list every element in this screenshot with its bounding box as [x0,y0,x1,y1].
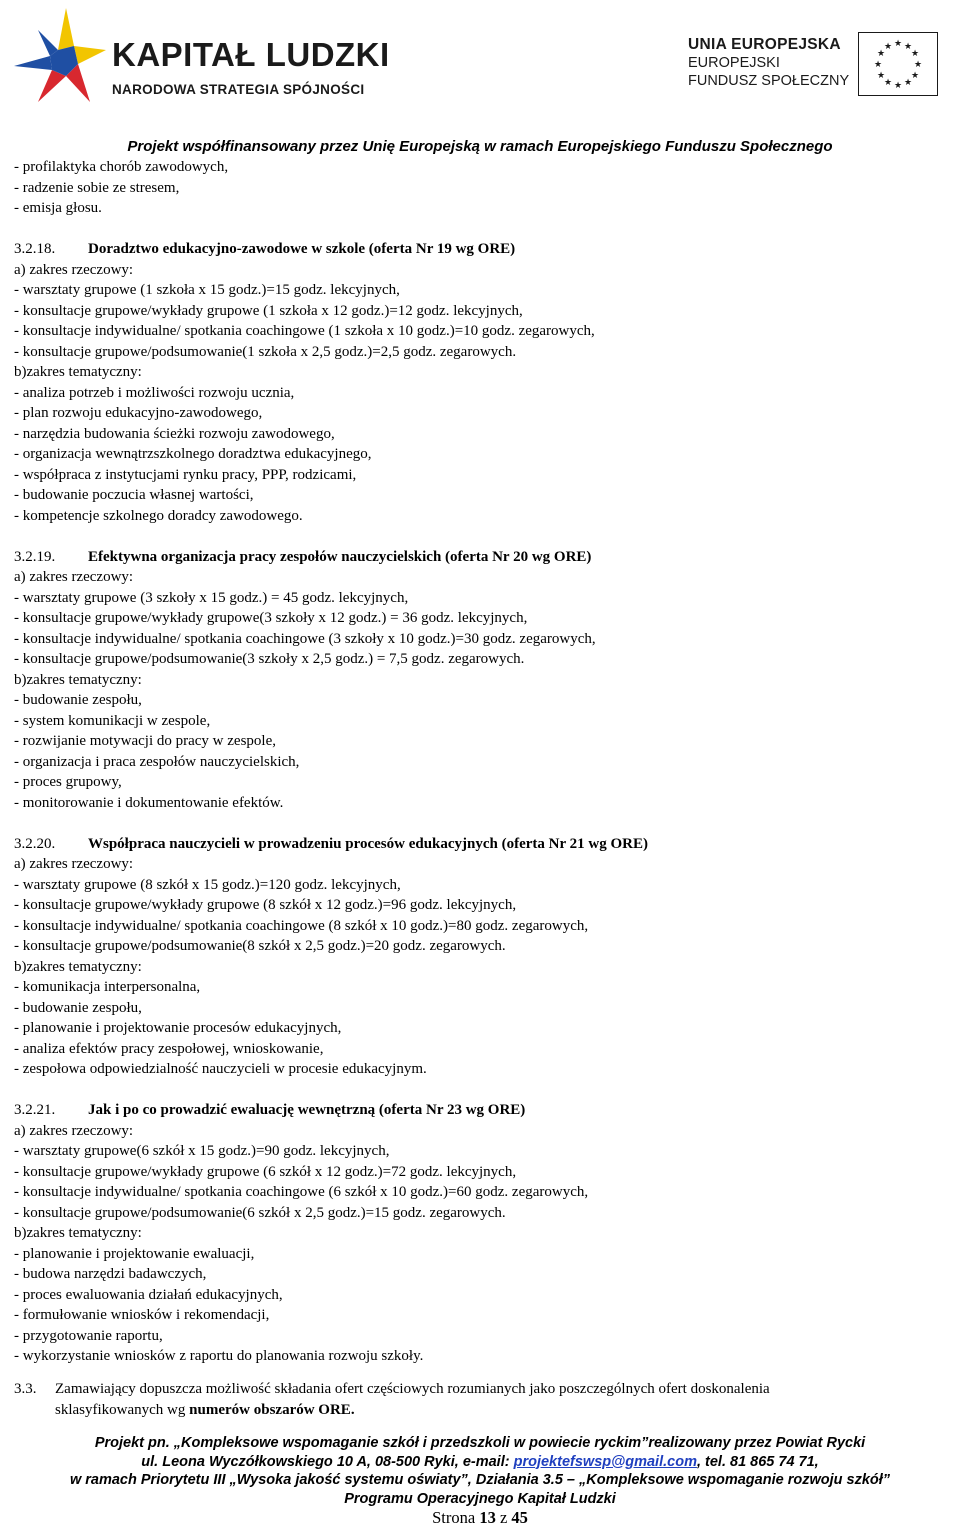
cofinancing-caption: Projekt współfinansowany przez Unię Europejską w ramach Europejskiego Funduszu Społecznego [127,138,833,155]
section-3-2-21 [14,1100,944,1367]
list-item: - budowanie zespołu, [14,692,142,708]
list-item: - przygotowanie raportu, [14,1327,163,1344]
list-item: - konsultacje grupowe/podsumowanie(3 szkoły x 2,5 godz.) = 7,5 godz. zegarowych. [14,651,525,667]
list-item: - konsultacje grupowe/wykłady grupowe(3 szkoły x 12 godz.) = 36 godz. lekcyjnych, [14,610,528,626]
svg-text:★: ★ [913,60,923,70]
list-item: - konsultacje grupowe/podsumowanie(1 szkoła x 2,5 godz.)=2,5 godz. zegarowych. [14,343,517,360]
list-item: - organizacja wewnątrzszkolnego doradztwa edukacyjnego, [14,446,372,462]
kapital-ludzki-logo [8,6,390,106]
svg-text:★: ★ [893,39,903,49]
footer-line4: Programu Operacyjnego Kapitał Ludzki [344,1490,616,1507]
list-item: b)zakres tematyczny: [14,364,142,380]
footer-address: ul. Leona Wyczółkowskiego 10 A, 08-500 Ryki, e-mail: [141,1453,514,1470]
section-3-2-19 [14,547,944,814]
intro-list [14,157,944,219]
section-title: Doradztwo edukacyjno-zawodowe w szkole (oferta Nr 19 wg ORE) [88,241,516,257]
list-item: - radzenie sobie ze stresem, [14,179,180,196]
eu-line2: EUROPEJSKI [688,55,780,71]
list-item: a) zakres rzeczowy: [14,261,134,278]
list-item: - proces grupowy, [14,774,122,790]
eu-flag-icon [858,32,938,96]
list-item: - budowanie zespołu, [14,999,142,1016]
svg-text:★: ★ [893,81,903,91]
list-item: - konsultacje grupowe/podsumowanie(6 szkół x 2,5 godz.)=15 godz. zegarowych. [14,1204,506,1221]
list-item: - warsztaty grupowe (3 szkoły x 15 godz.) = 45 godz. lekcyjnych, [14,589,409,606]
list-item: - rozwijanie motywacji do pracy w zespole, [14,733,276,749]
page-total: 45 [511,1508,528,1527]
item-3-3-line2-start: sklasyfikowanych wg [55,1401,190,1418]
list-item: - warsztaty grupowe(6 szkół x 15 godz.)=90 godz. lekcyjnych, [14,1143,390,1159]
svg-text:★: ★ [883,78,893,88]
list-item: - formułowanie wniosków i rekomendacji, [14,1307,270,1323]
list-item: a) zakres rzeczowy: [14,569,134,585]
list-item: - organizacja i praca zespołów nauczycielskich, [14,753,300,770]
list-item: a) zakres rzeczowy: [14,856,134,872]
list-item: - planowanie i projektowanie ewaluacji, [14,1245,255,1262]
list-item: - system komunikacji w zespole, [14,712,211,729]
list-item: - współpraca z instytucjami rynku pracy, PPP, rodzicami, [14,466,357,483]
list-item: b)zakres tematyczny: [14,671,142,688]
list-item: - konsultacje indywidualne/ spotkania coachingowe (1 szkoła x 10 godz.)=10 godz. zegarowych, [14,323,595,339]
footer-phone: , tel. 81 865 74 71, [696,1453,819,1470]
svg-text:★: ★ [876,49,886,59]
page-current: 13 [479,1508,496,1527]
section-number: 3.2.19. [14,548,56,565]
list-item: - konsultacje grupowe/wykłady grupowe (6 szkół x 12 godz.)=72 godz. lekcyjnych, [14,1163,517,1180]
item-number: 3.3. [14,1381,37,1397]
page-number [0,1508,960,1528]
footer-email-link[interactable]: projektefswsp@gmail.com [513,1453,697,1470]
page-prefix: Strona [432,1508,480,1527]
item-3-3 [14,1379,944,1420]
svg-text:★: ★ [903,78,913,88]
section-heading [14,834,944,855]
list-item: - konsultacje grupowe/wykłady grupowe (8 szkół x 12 godz.)=96 godz. lekcyjnych, [14,897,517,913]
svg-text:★: ★ [883,42,893,52]
footer-line3: w ramach Priorytetu III „Wysoka jakość systemu oświaty”, Działania 3.5 – „Kompleksowe wspomaganie rozwoju szkół” [69,1472,891,1488]
document-body [14,157,944,1367]
list-item: b)zakres tematyczny: [14,1225,142,1241]
footer-line2 [0,1453,960,1472]
section-title: Efektywna organizacja pracy zespołów nauczycielskich (oferta Nr 20 wg ORE) [88,548,592,565]
svg-text:★: ★ [903,42,913,52]
item-3-3-line2-bold: numerów obszarów ORE. [189,1401,355,1418]
page-mid: z [495,1508,512,1527]
kapital-ludzki-star-icon [8,6,108,106]
list-item: - narzędzia budowania ścieżki rozwoju zawodowego, [14,425,335,442]
list-item: - analiza efektów pracy zespołowej, wnioskowanie, [14,1040,324,1057]
section-number: 3.2.21. [14,1102,56,1118]
list-item: - budowanie poczucia własnej wartości, [14,487,254,503]
footer-line1: Projekt pn. „Kompleksowe wspomaganie szkół i przedszkoli w powiecie ryckim”realizowany przez Powiat Rycki [94,1435,866,1451]
section-heading [14,239,944,260]
list-item: a) zakres rzeczowy: [14,1122,134,1139]
section-title: Współpraca nauczycieli w prowadzeniu procesów edukacyjnych (oferta Nr 21 wg ORE) [88,835,648,852]
list-item: - warsztaty grupowe (1 szkoła x 15 godz.)=15 godz. lekcyjnych, [14,282,400,298]
eu-text-block [688,36,849,90]
list-item: - wykorzystanie wniosków z raportu do planowania rozwoju szkoły. [14,1348,424,1364]
svg-text:★: ★ [910,49,920,59]
eu-line1: UNIA EUROPEJSKA [688,36,841,53]
kapital-ludzki-title: KAPITAŁ LUDZKI [112,36,390,73]
section-3-2-18 [14,239,944,526]
list-item: - kompetencje szkolnego doradcy zawodowego. [14,507,303,524]
list-item: - konsultacje grupowe/podsumowanie(8 szkół x 2,5 godz.)=20 godz. zegarowych. [14,938,506,954]
list-item: - proces ewaluowania działań edukacyjnych, [14,1286,283,1303]
item-3-3-line1: Zamawiający dopuszcza możliwość składania ofert częściowych rozumianych jako poszczególnych ofert doskonalenia [55,1381,770,1397]
section-number: 3.2.20. [14,835,56,852]
section-heading [14,547,944,568]
eu-line3: FUNDUSZ SPOŁECZNY [688,73,850,89]
list-item: - warsztaty grupowe (8 szkół x 15 godz.)=120 godz. lekcyjnych, [14,876,401,893]
svg-text:★: ★ [910,71,920,81]
list-item: - konsultacje indywidualne/ spotkania coachingowe (8 szkół x 10 godz.)=80 godz. zegarowych, [14,917,589,934]
list-item: - budowa narzędzi badawczych, [14,1266,207,1282]
svg-text:★: ★ [876,71,886,81]
list-item: - komunikacja interpersonalna, [14,979,201,995]
svg-text:★: ★ [873,60,883,70]
list-item: - plan rozwoju edukacyjno-zawodowego, [14,405,263,421]
section-title: Jak i po co prowadzić ewaluację wewnętrzną (oferta Nr 23 wg ORE) [88,1102,526,1118]
kapital-ludzki-subtitle: NARODOWA STRATEGIA SPÓJNOŚCI [112,82,365,97]
section-heading [14,1100,944,1121]
item-3-3-line2 [55,1400,944,1421]
list-item: - konsultacje grupowe/wykłady grupowe (1 szkoła x 12 godz.)=12 godz. lekcyjnych, [14,302,523,319]
list-item: - konsultacje indywidualne/ spotkania coachingowe (3 szkoły x 10 godz.)=30 godz. zegarowych, [14,630,596,647]
list-item: - analiza potrzeb i możliwości rozwoju ucznia, [14,384,295,401]
list-item: - profilaktyka chorób zawodowych, [14,159,229,175]
list-item: - emisja głosu. [14,200,102,216]
list-item: - planowanie i projektowanie procesów edukacyjnych, [14,1020,342,1036]
eu-logo [688,30,952,100]
list-item: b)zakres tematyczny: [14,958,142,975]
section-number: 3.2.18. [14,241,56,257]
page-footer [0,1434,960,1508]
list-item: - zespołowa odpowiedzialność nauczycieli w procesie edukacyjnym. [14,1061,427,1077]
list-item: - monitorowanie i dokumentowanie efektów. [14,794,284,811]
list-item: - konsultacje indywidualne/ spotkania coachingowe (6 szkół x 10 godz.)=60 godz. zegarowych, [14,1184,589,1200]
section-3-2-20 [14,834,944,1080]
